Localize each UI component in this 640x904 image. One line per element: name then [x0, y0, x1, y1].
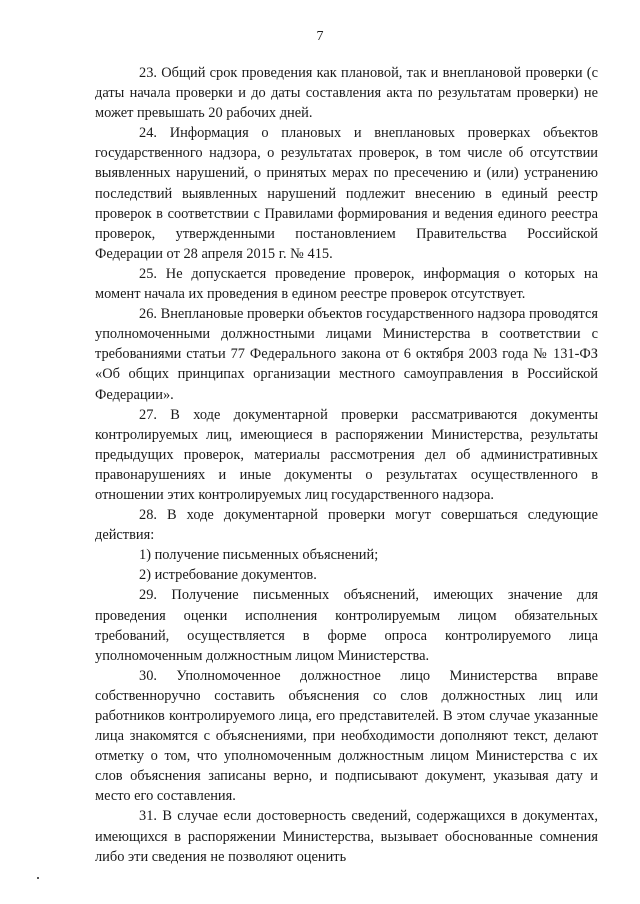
paragraph-27: 27. В ходе документарной проверки рассматриваются документы контролируемых лиц, имеющиеся в распоряжении Министерства, результаты предыдущих проверок, материалы рассмотрения дел об административных правонарушениях и иные документы о результатах осуществленного в отношении этих контролируемых лиц государственного надзора. — [95, 406, 598, 503]
paragraph-28: 28. В ходе документарной проверки могут совершаться следующие действия: — [95, 507, 598, 544]
paragraph-25: 25. Не допускается проведение проверок, информация о которых на момент начала их проведения в едином реестре проверок отсутствует. — [95, 265, 598, 303]
list-item-1: 1) получение письменных объяснений; — [139, 547, 379, 564]
paragraph-24: 24. Информация о плановых и внеплановых проверках объектов государственного надзора, о результатах проверок, в том числе об отсутствии выявленных нарушений, о принятых мерах по пресечению и (или) устранению последствий выявленных нарушений подлежит внесению в единый реестр проверок в соответствии с Правилами формирования и ведения единого реестра проверок, утвержденными постановлением Правительства Российской Федерации от 28 апреля 2015 г. № 415. — [95, 125, 598, 262]
page-number: 7 — [316, 29, 324, 44]
paragraph-26: 26. Внеплановые проверки объектов государственного надзора проводятся уполномоченными должностными лицами Министерства в соответствии с требованиями статьи 77 Федерального закона от 6 октября 2003 года № 131-ФЗ «Об общих принципах организации местного самоуправления в Российской Федерации». — [95, 306, 598, 403]
paragraph-23: 23. Общий срок проведения как плановой, так и внеплановой проверки (с даты начала проверки и до даты составления акта по результатам проверки) не может превышать 20 рабочих дней. — [95, 65, 598, 122]
paragraph-30: 30. Уполномоченное должностное лицо Министерства вправе собственноручно составить объяснения со слов должностных лиц или работников контролируемого лица, его представителей. В этом случае указанные лица знакомятся с объяснениями, при необходимости дополняют текст, делают отметку о том, что уполномоченным должностным лицом Министерства с их слов объяснения записаны верно, и подписывают документ, указывая дату и место его составления. — [95, 667, 598, 805]
paragraph-31: 31. В случае если достоверность сведений, содержащихся в документах, имеющихся в распоряжении Министерства, вызывает обоснованные сомнения либо эти сведения не позволяют оценить — [95, 808, 598, 865]
document-body — [95, 63, 598, 867]
list-item-2: 2) истребование документов. — [139, 567, 317, 584]
paragraph-29: 29. Получение письменных объяснений, имеющих значение для проведения оценки исполнения контролируемым лицом обязательных требований, осуществляется в форме опроса контролируемого лица уполномоченным должностным лицом Министерства. — [95, 587, 598, 664]
scan-dot — [37, 877, 39, 879]
